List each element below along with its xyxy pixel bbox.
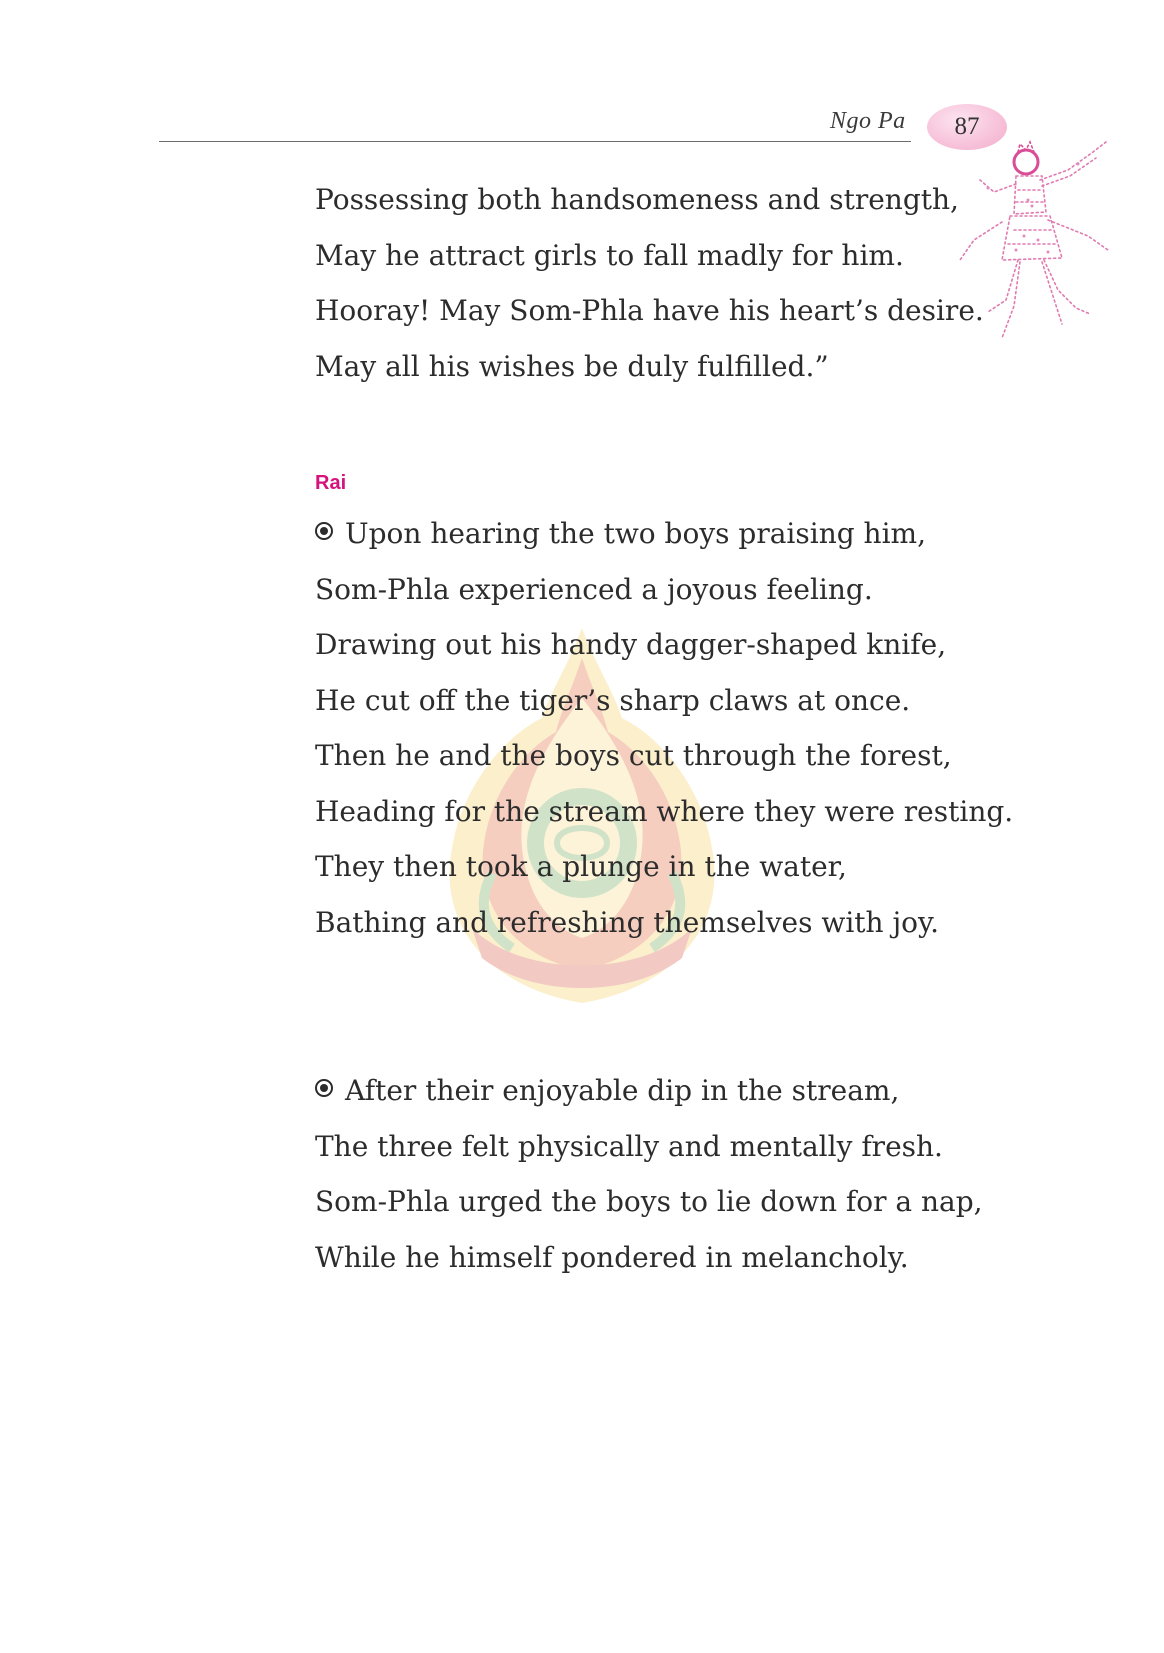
verse-line: He cut off the tiger’s sharp claws at once. [315, 683, 911, 717]
verse-line: May he attract girls to fall madly for him. [315, 238, 904, 272]
section-heading: Rai [315, 472, 347, 494]
verse-line [315, 506, 1013, 562]
page-number: 87 [954, 113, 980, 140]
stanza-1 [315, 172, 984, 394]
stanza-2 [315, 506, 1013, 950]
verse-line-text: Upon hearing the two boys praising him, [345, 517, 926, 550]
stanza-3 [315, 1063, 983, 1285]
verse-line: Then he and the boys cut through the forest, [315, 739, 952, 772]
verse-line: Heading for the stream where they were resting. [315, 794, 1014, 828]
stanza-bullet-icon [315, 1079, 333, 1097]
verse-line: The three felt physically and mentally fresh. [315, 1129, 943, 1163]
verse-line: Som-Phla experienced a joyous feeling. [315, 572, 873, 606]
header-rule [159, 141, 911, 142]
verse-line: Drawing out his handy dagger-shaped knife, [315, 628, 947, 661]
verse-line: Som-Phla urged the boys to lie down for a nap, [315, 1185, 983, 1218]
running-title: Ngo Pa [830, 108, 906, 134]
verse-line: They then took a plunge in the water, [315, 850, 847, 883]
verse-line: Hooray! May Som-Phla have his heart’s desire. [315, 294, 984, 327]
verse-line-text: After their enjoyable dip in the stream, [345, 1074, 900, 1107]
stanza-bullet-icon [315, 522, 333, 540]
verse-line [315, 1063, 983, 1119]
verse-line: May all his wishes be duly fulfilled.” [315, 349, 829, 383]
verse-line: Bathing and refreshing themselves with joy. [315, 905, 940, 939]
verse-line: Possessing both handsomeness and strength, [315, 183, 959, 216]
verse-line: While he himself pondered in melancholy. [315, 1240, 909, 1274]
